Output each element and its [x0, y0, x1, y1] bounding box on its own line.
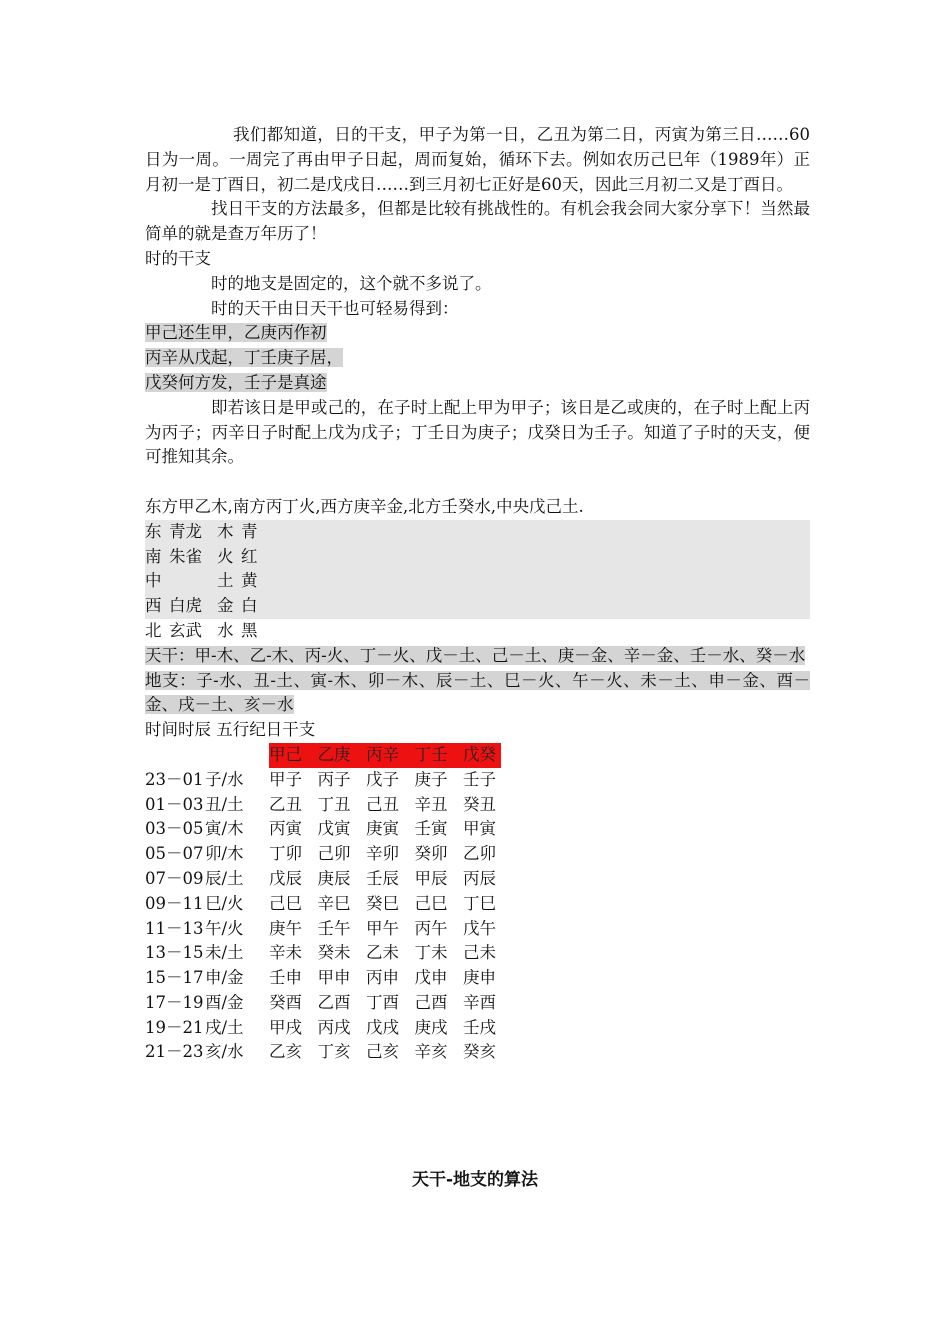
table-row	[145, 768, 810, 793]
time-range-cell: 05－07	[145, 844, 204, 864]
intro-paragraph-1: 我们都知道，日的干支，甲子为第一日，乙丑为第二日，丙寅为第三日……60日为一周。一周完了再由甲子日起，周而复始，循环下去。例如农历己巳年（1989年）正月初一是丁酉日，初二是戊戌日……到三月初七正好是60天，因此三月初二又是丁酉日。	[145, 125, 810, 194]
element-cell: 火	[217, 546, 234, 566]
stem-branch-cell: 辛未	[269, 943, 302, 963]
time-range-cell: 21－23	[145, 1042, 204, 1062]
stem-branch-cell: 甲申	[317, 968, 351, 988]
stem-branch-cell: 辛丑	[414, 794, 448, 814]
beast-cell: 玄武	[169, 620, 202, 640]
stem-branch-cell: 壬申	[269, 968, 302, 988]
stem-branch-cell: 丙辰	[463, 868, 496, 888]
direction-row	[145, 545, 810, 570]
stem-branch-cell: 甲辰	[414, 868, 448, 888]
branch-element-cell: 未/土	[205, 943, 244, 963]
direction-cell: 东	[145, 521, 162, 541]
table-row	[145, 842, 810, 867]
stem-branch-cell: 丙申	[366, 968, 399, 988]
stem-branch-cell: 甲子	[269, 769, 302, 789]
table-row	[145, 1040, 810, 1065]
stem-branch-cell: 壬午	[317, 918, 351, 938]
branch-element-cell: 酉/金	[205, 992, 244, 1012]
stem-branch-cell: 丁巳	[463, 893, 496, 913]
direction-cell: 北	[145, 620, 162, 640]
verse-line-3: 戊癸何方发，壬子是真途	[145, 372, 327, 392]
color-cell: 红	[241, 546, 258, 566]
header-cell: 甲己	[269, 744, 302, 764]
explanation-paragraph: 即若该日是甲或己的，在子时上配上甲为甲子；该日是乙或庚的，在子时上配上丙为丙子；丙辛日子时配上戊为戊子；丁壬日为庚子；戊癸日为壬子。知道了子时的天支，便可推知其余。	[145, 397, 810, 467]
direction-cell: 南	[145, 546, 162, 566]
time-range-cell: 03－05	[145, 819, 204, 839]
stem-branch-cell: 乙亥	[269, 1042, 302, 1062]
stem-branch-cell: 己未	[463, 943, 496, 963]
stem-branch-cell: 甲戌	[269, 1017, 302, 1037]
stem-branch-cell: 戊戌	[366, 1017, 399, 1037]
stem-branch-cell: 辛酉	[463, 992, 496, 1012]
table-row	[145, 991, 810, 1016]
stem-branch-cell: 戊寅	[317, 819, 351, 839]
time-range-cell: 13－15	[145, 943, 204, 963]
stem-branch-cell: 癸未	[317, 943, 351, 963]
stem-branch-cell: 乙未	[366, 943, 399, 963]
hour-branch-paragraph: 时的地支是固定的，这个就不多说了。	[211, 273, 492, 293]
stem-branch-cell: 癸丑	[463, 794, 496, 814]
stem-branch-cell: 癸亥	[463, 1042, 496, 1062]
stem-branch-cell: 己亥	[366, 1042, 399, 1062]
header-cell: 丁壬	[414, 744, 448, 764]
footer-title: 天干-地支的算法	[411, 1170, 539, 1190]
stem-branch-cell: 乙酉	[317, 992, 351, 1012]
time-range-cell: 19－21	[145, 1017, 204, 1037]
direction-cell: 中	[145, 571, 162, 591]
stem-branch-cell: 丙午	[414, 918, 448, 938]
table-row	[145, 817, 810, 842]
beast-cell: 白虎	[169, 596, 202, 616]
stem-branch-cell: 丙子	[317, 769, 351, 789]
heavenly-stems-line: 天干：甲-木、乙-木、丙-火、丁－火、戊－土、己－土、庚－金、辛－金、壬－水、癸－水	[145, 645, 806, 665]
stem-branch-cell: 壬戌	[463, 1017, 496, 1037]
branch-element-cell: 巳/火	[205, 893, 244, 913]
direction-row	[145, 569, 810, 594]
table-row	[145, 793, 810, 818]
direction-cell: 西	[145, 596, 162, 616]
stem-branch-cell: 壬辰	[366, 868, 399, 888]
stem-branch-cell: 壬寅	[414, 819, 448, 839]
branch-element-cell: 午/火	[205, 918, 244, 938]
table-header-bar	[269, 743, 501, 768]
directions-summary: 东方甲乙木,南方丙丁火,西方庚辛金,北方壬癸水,中央戊己土.	[145, 496, 584, 516]
stem-branch-cell: 庚寅	[366, 819, 399, 839]
table-row	[145, 917, 810, 942]
branch-element-cell: 辰/土	[205, 868, 244, 888]
branch-element-cell: 子/水	[205, 769, 244, 789]
table-header	[145, 743, 810, 768]
color-cell: 白	[241, 596, 258, 616]
hour-stem-paragraph: 时的天干由日天干也可轻易得到：	[211, 298, 459, 318]
stem-branch-cell: 己丑	[366, 794, 399, 814]
beast-cell: 朱雀	[169, 546, 202, 566]
intro-paragraph-2: 找日干支的方法最多，但都是比较有挑战性的。有机会我会同大家分享下！当然最简单的就是查万年历了！	[145, 199, 810, 244]
time-range-cell: 11－13	[145, 918, 204, 938]
stem-branch-cell: 庚子	[414, 769, 448, 789]
branch-element-cell: 丑/土	[205, 794, 244, 814]
element-cell: 木	[217, 521, 234, 541]
element-cell: 土	[217, 571, 234, 591]
stem-branch-cell: 庚午	[269, 918, 302, 938]
direction-row	[145, 619, 810, 644]
time-range-cell: 17－19	[145, 992, 204, 1012]
branch-element-cell: 卯/木	[205, 844, 244, 864]
header-cell: 戊癸	[463, 744, 496, 764]
table-row	[145, 966, 810, 991]
stem-branch-cell: 庚戌	[414, 1017, 448, 1037]
document-body	[145, 123, 810, 1065]
stem-branch-cell: 戊辰	[269, 868, 302, 888]
stem-branch-cell: 壬子	[463, 769, 496, 789]
stem-branch-cell: 癸巳	[366, 893, 399, 913]
time-range-cell: 01－03	[145, 794, 204, 814]
stem-branch-cell: 庚申	[463, 968, 496, 988]
stem-branch-cell: 辛卯	[366, 844, 399, 864]
table-row	[145, 1016, 810, 1041]
element-cell: 金	[217, 596, 234, 616]
stem-branch-cell: 丙寅	[269, 819, 302, 839]
time-range-cell: 07－09	[145, 868, 204, 888]
stem-branch-cell: 甲午	[366, 918, 399, 938]
table-caption: 时间时辰 五行纪日干支	[145, 720, 316, 740]
color-cell: 黑	[241, 620, 258, 640]
stem-branch-cell: 丁酉	[366, 992, 399, 1012]
stem-branch-cell: 丁未	[414, 943, 448, 963]
branch-element-cell: 戌/土	[205, 1017, 244, 1037]
stem-branch-cell: 乙卯	[463, 844, 496, 864]
stem-branch-cell: 癸酉	[269, 992, 302, 1012]
stem-branch-cell: 丁亥	[317, 1042, 351, 1062]
spacer	[145, 470, 810, 495]
branch-element-cell: 申/金	[205, 968, 244, 988]
verse-line-1: 甲己还生甲，乙庚丙作初	[145, 323, 327, 343]
stem-branch-cell: 己巳	[269, 893, 302, 913]
directions-table	[145, 520, 810, 644]
color-cell: 青	[241, 521, 258, 541]
stem-branch-cell: 戊子	[366, 769, 399, 789]
stem-branch-cell: 丙戌	[317, 1017, 351, 1037]
table-row	[145, 892, 810, 917]
branch-element-cell: 亥/水	[205, 1042, 244, 1062]
header-cell: 乙庚	[317, 744, 351, 764]
beast-cell: 青龙	[169, 521, 202, 541]
stem-branch-cell: 辛巳	[317, 893, 351, 913]
stem-branch-cell: 戊申	[414, 968, 448, 988]
element-cell: 水	[217, 620, 234, 640]
stem-branch-cell: 己酉	[414, 992, 448, 1012]
stem-branch-cell: 甲寅	[463, 819, 496, 839]
stem-branch-cell: 庚辰	[317, 868, 351, 888]
stem-branch-cell: 丁卯	[269, 844, 302, 864]
stem-branch-cell: 戊午	[463, 918, 496, 938]
time-range-cell: 09－11	[145, 893, 204, 913]
table-row	[145, 941, 810, 966]
direction-row	[145, 520, 810, 545]
verse-line-2: 丙辛从戊起，丁壬庚子居，	[145, 348, 343, 368]
branch-element-cell: 寅/木	[205, 819, 244, 839]
color-cell: 黄	[241, 571, 258, 591]
stem-branch-cell: 己巳	[414, 893, 448, 913]
hour-heading: 时的干支	[145, 248, 211, 268]
stem-branch-cell: 丁丑	[317, 794, 351, 814]
stem-branch-cell: 乙丑	[269, 794, 302, 814]
table-row	[145, 867, 810, 892]
hour-table	[145, 768, 810, 1066]
beast-cell	[169, 569, 217, 594]
time-range-cell: 15－17	[145, 968, 204, 988]
header-cell: 丙辛	[366, 744, 399, 764]
stem-branch-cell: 辛亥	[414, 1042, 448, 1062]
time-range-cell: 23－01	[145, 769, 204, 789]
earthly-branches-line: 地支：子-水、丑-土、寅-木、卯－木、辰－土、巳－火、午－火、未－土、申－金、酉－金、戌－土、亥－水	[145, 670, 810, 715]
direction-row	[145, 594, 810, 619]
stem-branch-cell: 己卯	[317, 844, 351, 864]
stem-branch-cell: 癸卯	[414, 844, 448, 864]
